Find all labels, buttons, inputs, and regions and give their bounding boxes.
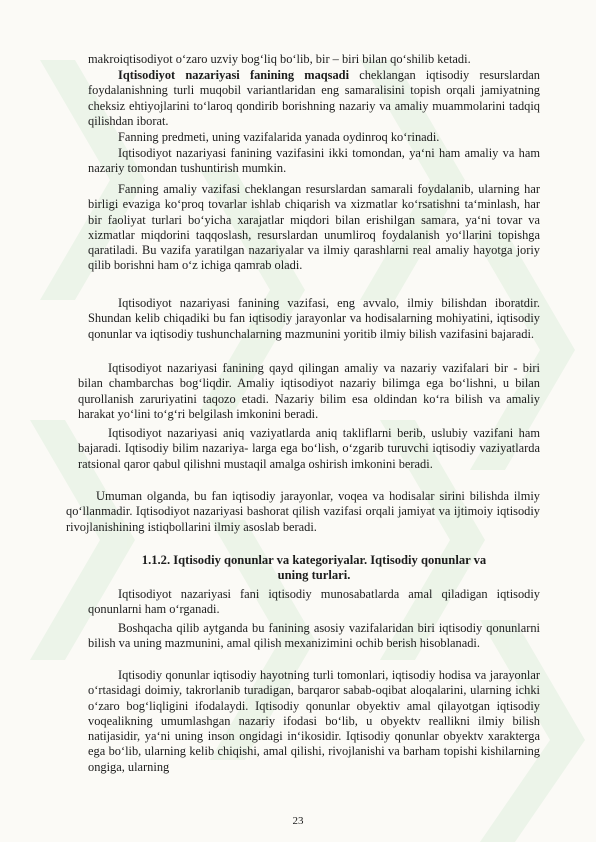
section-heading: 1.1.2. Iqtisodiy qonunlar va kategoriyalar. Iqtisodiy qonunlar va uning turlari.	[141, 553, 487, 583]
bold-term: Iqtisodiyot nazariyasi fanining maqsadi	[118, 68, 350, 82]
paragraph: Umuman olganda, bu fan iqtisodiy jarayonlar, voqea va hodisalar sirini bilishda ilmiy qo‘llanmadir. Iqtisodiyot nazariyasi bashorat qilish vazifasi orqali jamiyat va ijtimoiy iqtisodiy rivojlanishining istiqbollarini ilmiy asoslab beradi.	[66, 489, 540, 534]
paragraph: Fanning amaliy vazifasi cheklangan resurslardan samarali foydalanib, ularning har birligi evaziga ko‘proq tovarlar ishlab chiqarish va xizmatlar ko‘rsatishni ta‘minlash, har bir faoliyat turlari bo‘yicha xarajatlar miqdori bilan erishilgan samara, ya‘ni tovar va xizmatlar miqdorini taqqoslash, resurslardan unumliroq foydalanish yo‘llarini topishga qaratiladi. Bu vazifa yaratilgan nazariyalar va ilmiy qarashlarni real amaliy hayotga joriy qilib borishni ham o‘z ichiga qamrab oladi.	[88, 182, 540, 273]
paragraph: Iqtisodiy qonunlar iqtisodiy hayotning turli tomonlari, iqtisodiy hodisa va jarayonlar o‘rtasidagi doimiy, takrorlanib turadigan, barqaror sabab-oqibat aloqalarini, ularning ichki o‘zaro bog‘liqligini ifodalaydi. Iqtisodiy qonunlar obyektiv amal qilayotgan iqtisodiy voqealikning umumlashgan nazariy ifodasi bo‘lib, u obyektv reallikni ilmiy bilish natijasidir, ya‘ni uning inson ongidagi in‘ikosidir. Iqtisodiy qonunlar obyektv xarakterga ega bo‘lib, ularning kelib chiqishi, amal qilishi, rivojlanishi va barham topishi kishilarning ongiga, ularning	[88, 668, 540, 774]
paragraph: Iqtisodiyot nazariyasi fanining vazifasini ikki tomondan, ya‘ni ham amaliy va ham nazariy tomondan tushuntirish mumkin.	[88, 146, 540, 176]
paragraph: Iqtisodiyot nazariyasi fanining vazifasi, eng avvalo, ilmiy bilishdan iboratdir. Shundan kelib chiqadiki bu fan iqtisodiy jarayonlar va hodisalarning mohiyatini, iqtisodiy qonunlar va iqtisodiy tushunchalarning mazmunini yoritib ilmiy bilish vazifasini bajaradi.	[88, 296, 540, 341]
paragraph: Fanning predmeti, uning vazifalarida yanada oydinroq ko‘rinadi.	[118, 130, 440, 144]
paragraph: Boshqacha qilib aytganda bu fanining asosiy vazifalaridan biri iqtisodiy qonunlarni bilish va uning mazmunini, amal qilish mexanizimini ochib berish hisoblanadi.	[88, 621, 540, 651]
paragraph: Iqtisodiyot nazariyasi fani iqtisodiy munosabatlarda amal qiladigan iqtisodiy qonunlarni ham o‘rganadi.	[88, 587, 540, 617]
paragraph: Iqtisodiyot nazariyasi fanining qayd qilingan amaliy va nazariy vazifalari bir - biri bilan chambarchas bog‘liqdir. Amaliy iqtisodiyot nazariy bilimga ega bo‘lishni, u bilan qurollanish zaruriyatini taqozo etadi. Nazariy bilim esa oldindan ko‘ra bilish va amaliy harakat yo‘lini to‘g‘ri belgilash imkonini beradi.	[78, 361, 540, 421]
paragraph: makroiqtisodiyot o‘zaro uzviy bog‘liq bo‘lib, bir – biri bilan qo‘shilib ketadi.	[88, 52, 471, 66]
paragraph: Iqtisodiyot nazariyasi fanining maqsadi cheklangan iqtisodiy resurslardan foydalanishning turli muqobil variantlaridan eng samaralisini topish orqali jamiyatning cheksiz ehtiyojlarini to‘laroq qondirib borishning nazariy va amaliy muammolarini tadqiq qilishdan iborat.	[88, 68, 541, 128]
page-number: 23	[292, 815, 304, 827]
paragraph: Iqtisodiyot nazariyasi aniq vaziyatlarda aniq takliflarni berib, uslubiy vazifani ham bajaradi. Iqtisodiy bilim nazariya- larga ega bo‘lish, o‘zgarib turuvchi iqtisodiy vaziyatlarda ratsional qaror qabul qilishni mustaqil amalga oshirish imkonini beradi.	[78, 426, 540, 471]
